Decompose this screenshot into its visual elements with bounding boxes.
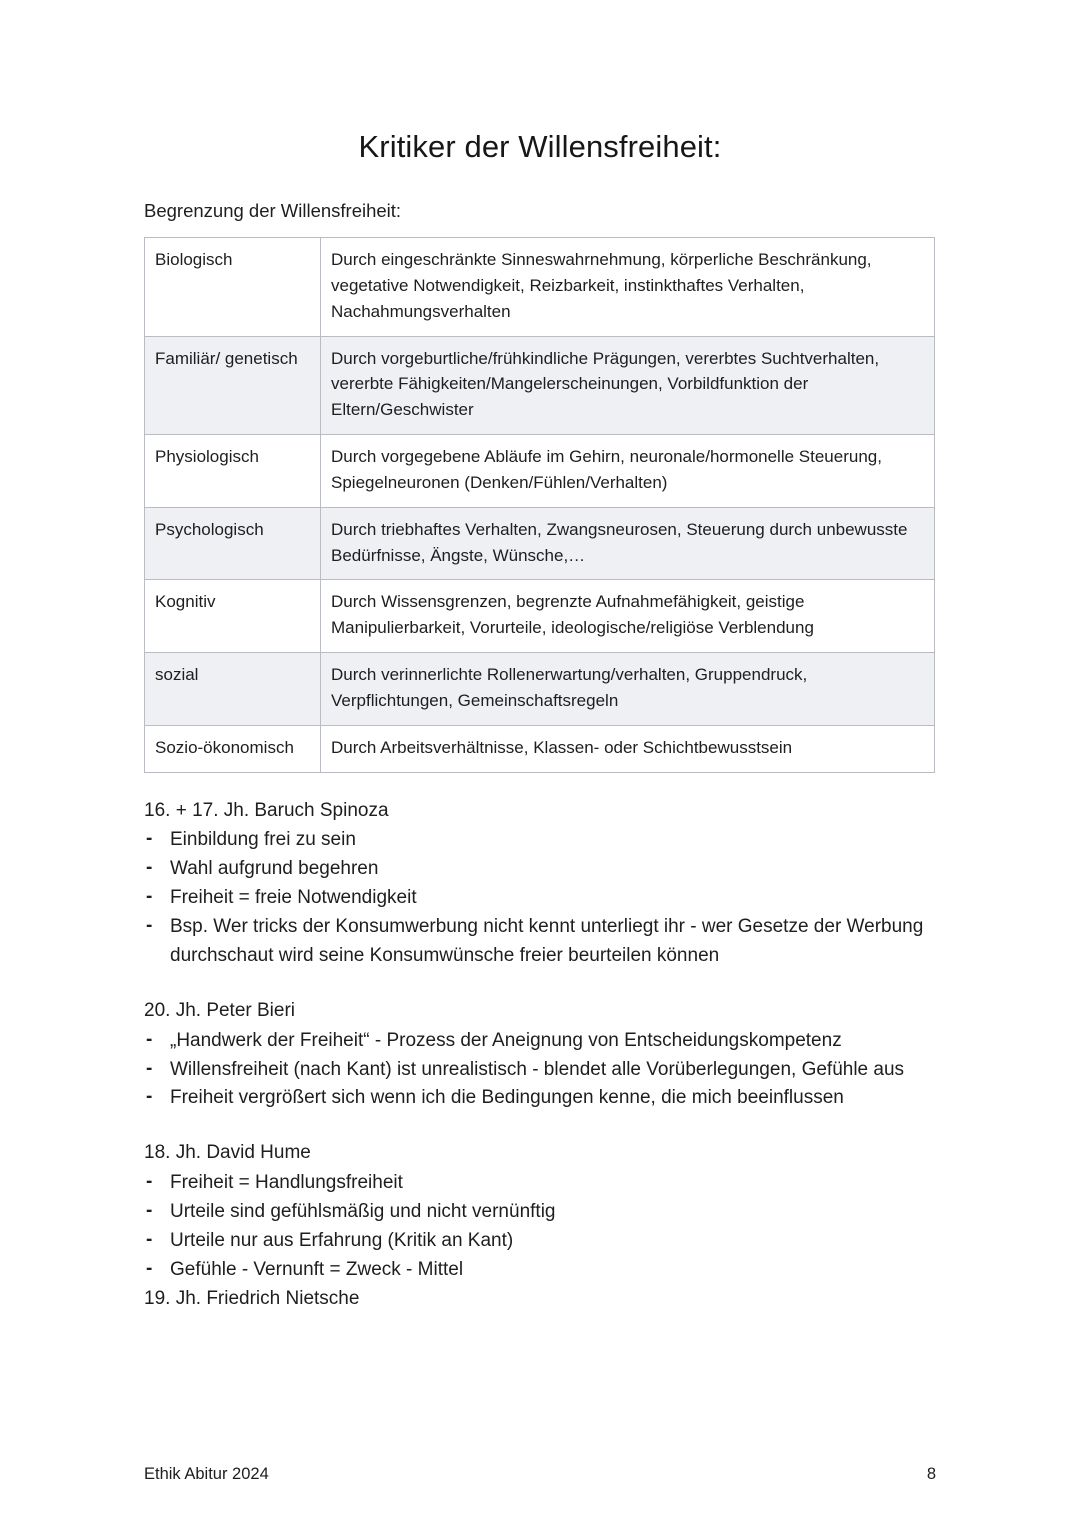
list-item-text: Urteile nur aus Erfahrung (Kritik an Kant) — [170, 1229, 514, 1251]
section-subtitle: Begrenzung der Willensfreiheit: — [144, 200, 402, 222]
list-item-text: Wahl aufgrund begehren — [170, 858, 379, 880]
table-cell-category: Psychologisch — [145, 507, 321, 580]
bullet-dash-icon: - — [146, 1200, 153, 1222]
table-cell-category: Kognitiv — [145, 580, 321, 653]
table-cell-category: sozial — [145, 653, 321, 726]
list-item-text: Urteile sind gefühlsmäßig und nicht vernünftig — [170, 1201, 556, 1223]
philosopher-section — [144, 1139, 944, 1313]
bullet-dash-icon: - — [146, 828, 153, 850]
section-trailing-line: 19. Jh. Friedrich Nietsche — [144, 1287, 360, 1309]
table-cell-description: Durch vorgegebene Abläufe im Gehirn, neuronale/hormonelle Steuerung, Spiegelneuronen (Denken/Fühlen/Verhalten) — [321, 435, 935, 508]
list-item — [144, 1256, 944, 1285]
table-cell-description: Durch Arbeitsverhältnisse, Klassen- oder Schichtbewusstsein — [321, 725, 935, 772]
bullet-dash-icon: - — [146, 915, 153, 937]
list-item — [144, 1198, 944, 1227]
list-item — [144, 1169, 944, 1198]
bullet-dash-icon: - — [146, 1028, 153, 1050]
list-item — [144, 1084, 944, 1113]
page-footer — [144, 1465, 936, 1484]
table-row — [145, 507, 935, 580]
bullet-dash-icon: - — [146, 1057, 153, 1079]
table-row — [145, 580, 935, 653]
list-item-text: Freiheit = freie Notwendigkeit — [170, 887, 417, 909]
list-item — [144, 855, 944, 884]
list-item — [144, 884, 944, 913]
table-row — [145, 725, 935, 772]
table-row — [145, 336, 935, 434]
section-heading: 20. Jh. Peter Bieri — [144, 999, 296, 1021]
limits-table-body — [145, 238, 935, 772]
bullet-list — [144, 1169, 944, 1285]
table-row — [145, 435, 935, 508]
list-item-text: Gefühle - Vernunft = Zweck - Mittel — [170, 1258, 464, 1280]
list-item — [144, 1227, 944, 1256]
list-item — [144, 913, 944, 971]
limits-table — [144, 237, 935, 772]
limits-table-container — [0, 224, 1080, 772]
table-cell-category: Biologisch — [145, 238, 321, 336]
philosophers-sections — [0, 773, 944, 1314]
table-cell-category: Sozio-ökonomisch — [145, 725, 321, 772]
bullet-dash-icon: - — [146, 1257, 153, 1279]
section-heading: 16. + 17. Jh. Baruch Spinoza — [144, 799, 389, 821]
table-cell-description: Durch Wissensgrenzen, begrenzte Aufnahmefähigkeit, geistige Manipulierbarkeit, Vorurteile, ideologische/religiöse Verblendung — [321, 580, 935, 653]
page-title: Kritiker der Willensfreiheit: — [358, 129, 722, 164]
bullet-dash-icon: - — [146, 886, 153, 908]
list-item-text: Freiheit = Handlungsfreiheit — [170, 1172, 403, 1194]
bullet-list — [144, 1027, 944, 1114]
table-cell-description: Durch verinnerlichte Rollenerwartung/verhalten, Gruppendruck, Verpflichtungen, Gemeinschaftsregeln — [321, 653, 935, 726]
list-item-text: Freiheit vergrößert sich wenn ich die Bedingungen kenne, die mich beeinflussen — [170, 1087, 844, 1109]
philosopher-section — [144, 997, 944, 1114]
list-item-text: Einbildung frei zu sein — [170, 829, 356, 851]
list-item-text: Willensfreiheit (nach Kant) ist unrealistisch - blendet alle Vorüberlegungen, Gefühle aus — [170, 1058, 905, 1080]
bullet-dash-icon: - — [146, 857, 153, 879]
table-cell-description: Durch vorgeburtliche/frühkindliche Prägungen, vererbtes Suchtverhalten, vererbte Fähigkeiten/Mangelerscheinungen, Vorbildfunktion der Eltern/Geschwister — [321, 336, 935, 434]
list-item — [144, 1056, 944, 1085]
bullet-dash-icon: - — [146, 1086, 153, 1108]
table-cell-description: Durch triebhaftes Verhalten, Zwangsneurosen, Steuerung durch unbewusste Bedürfnisse, Ängste, Wünsche,… — [321, 507, 935, 580]
table-row — [145, 653, 935, 726]
list-item — [144, 1027, 944, 1056]
footer-page-number: 8 — [926, 1465, 936, 1483]
bullet-dash-icon: - — [146, 1228, 153, 1250]
bullet-list — [144, 826, 944, 970]
table-cell-description: Durch eingeschränkte Sinneswahrnehmung, körperliche Beschränkung, vegetative Notwendigkeit, Reizbarkeit, instinkthaftes Verhalten, Nachahmungsverhalten — [321, 238, 935, 336]
list-item — [144, 826, 944, 855]
list-item-text: „Handwerk der Freiheit“ - Prozess der Aneignung von Entscheidungskompetenz — [170, 1029, 842, 1051]
section-heading: 18. Jh. David Hume — [144, 1142, 311, 1164]
footer-document-label: Ethik Abitur 2024 — [144, 1465, 269, 1483]
table-cell-category: Familiär/ genetisch — [145, 336, 321, 434]
bullet-dash-icon: - — [146, 1171, 153, 1193]
table-cell-category: Physiologisch — [145, 435, 321, 508]
philosopher-section — [144, 797, 944, 971]
table-row — [145, 238, 935, 336]
list-item-text: Bsp. Wer tricks der Konsumwerbung nicht kennt unterliegt ihr - wer Gesetze der Werbung durchschaut wird seine Konsumwünsche freier beurteilen können — [170, 916, 924, 966]
